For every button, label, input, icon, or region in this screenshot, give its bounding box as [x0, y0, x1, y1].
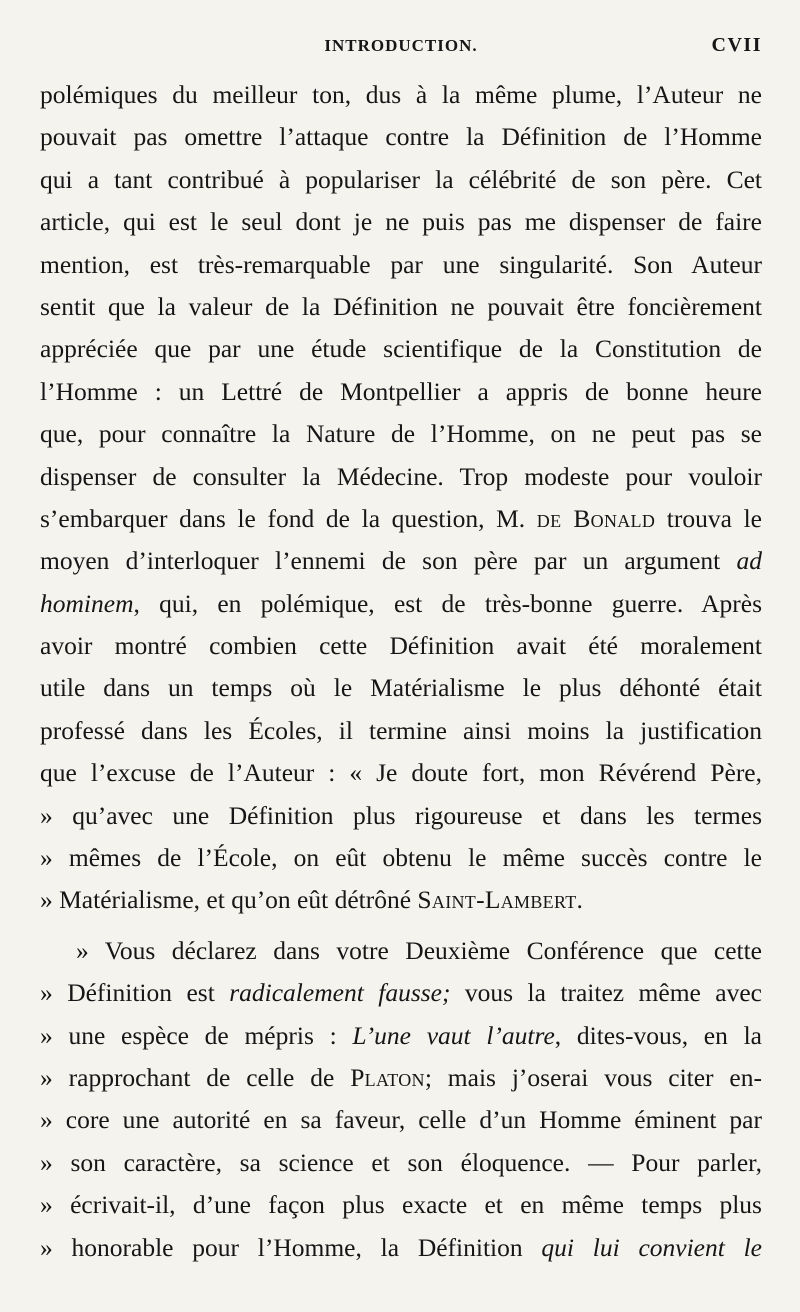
text-segment: pouvait pas omettre l’attaque contre la Définition de l’Homme — [40, 122, 762, 152]
text-segment: » écrivait-il, d’une façon plus exacte et en même temps plus — [40, 1190, 762, 1220]
text-segment: polémiques du meilleur ton, dus à la même plume, l’Auteur ne — [40, 80, 762, 109]
text-segment: trouva le — [655, 503, 762, 533]
text-line — [40, 879, 762, 921]
text-line — [40, 413, 762, 455]
text-segment: article, qui est le seul dont je ne puis pas me dispenser de faire — [40, 207, 762, 237]
text-segment: l’Homme : un Lettré de Montpellier a appris de bonne heure — [40, 376, 762, 406]
text-line — [40, 286, 762, 328]
text-line — [40, 752, 762, 794]
small-caps-name: Saint-Lambert — [417, 885, 577, 915]
italic-text: hominem — [40, 588, 134, 618]
italic-text: L’une vaut l’autre — [352, 1020, 555, 1050]
running-head: INTRODUCTION. — [324, 36, 478, 55]
text-line — [40, 328, 762, 370]
text-segment: que l’excuse de l’Auteur : « Je doute fort, mon Révérend Père, — [40, 758, 762, 788]
text-segment: que, pour connaître la Nature de l’Homme, on ne peut pas se — [40, 419, 762, 449]
text-line — [40, 1227, 762, 1269]
text-segment: » honorable pour l’Homme, la Définition — [40, 1232, 542, 1262]
text-segment: » mêmes de l’École, on eût obtenu le même succès contre le — [40, 843, 762, 873]
text-line — [40, 159, 762, 201]
text-line — [40, 201, 762, 243]
text-line — [40, 972, 762, 1014]
text-line — [40, 795, 762, 837]
text-segment: mention, est très-remarquable par une singularité. Son Auteur — [40, 249, 762, 279]
text-segment: » Définition est — [40, 978, 230, 1008]
text-line — [40, 1057, 762, 1099]
text-line — [40, 244, 762, 286]
text-line — [40, 1015, 762, 1057]
text-segment: professé dans les Écoles, il termine ainsi moins la justification — [40, 715, 762, 745]
text-segment: avoir montré combien cette Définition avait été moralement — [40, 631, 762, 661]
text-line — [40, 540, 762, 582]
text-line — [40, 116, 762, 158]
text-segment: utile dans un temps où le Matérialisme le plus déhonté était — [40, 673, 762, 703]
text-segment: » qu’avec une Définition plus rigoureuse et dans les termes — [40, 800, 762, 830]
page-header — [40, 34, 762, 62]
text-segment: » core une autorité en sa faveur, celle d’un Homme éminent par — [40, 1105, 762, 1135]
text-line — [40, 456, 762, 498]
italic-text: qui lui convient le — [541, 1232, 762, 1262]
text-segment: dispenser de consulter la Médecine. Trop modeste pour vouloir — [40, 461, 762, 491]
text-line — [40, 498, 762, 540]
text-line — [40, 371, 762, 413]
text-segment: » son caractère, sa science et son éloquence. — Pour parler, — [40, 1147, 762, 1177]
text-line — [40, 1142, 762, 1184]
text-segment: , qui, en polémique, est de très-bonne guerre. Après — [133, 588, 762, 618]
text-segment: appréciée que par une étude scientifique de la Constitution de — [40, 334, 762, 364]
small-caps-name: de Bonald — [536, 503, 656, 533]
text-line — [40, 710, 762, 752]
text-line — [40, 930, 762, 972]
text-line — [40, 583, 762, 625]
paragraph-gap — [40, 922, 762, 930]
body-text — [40, 74, 762, 1269]
text-line — [40, 625, 762, 667]
text-line — [40, 1184, 762, 1226]
text-line — [40, 837, 762, 879]
text-segment: qui a tant contribué à populariser la célébrité de son père. Cet — [40, 164, 762, 194]
text-segment: sentit que la valeur de la Définition ne pouvait être foncièrement — [40, 291, 762, 321]
text-segment: s’embarquer dans le fond de la question, M. — [40, 503, 537, 533]
text-segment: ; mais j’oserai vous citer en- — [424, 1062, 762, 1092]
text-line — [40, 667, 762, 709]
text-segment: vous la traitez même avec — [450, 978, 763, 1008]
text-line — [40, 74, 762, 116]
text-segment: moyen d’interloquer l’ennemi de son père par un argument — [40, 546, 737, 576]
text-segment: » Vous déclarez dans votre Deuxième Conférence que cette — [76, 935, 762, 965]
italic-text: ad — [736, 546, 762, 576]
text-segment: . — [576, 885, 583, 915]
text-segment: » une espèce de mépris : — [40, 1020, 353, 1050]
page-number: CVII — [711, 34, 762, 56]
text-segment: » Matérialisme, et qu’on eût détrôné — [40, 885, 418, 915]
small-caps-name: Platon — [350, 1062, 425, 1092]
text-segment: , dites-vous, en la — [554, 1020, 762, 1050]
italic-text: radicalement fausse; — [229, 978, 451, 1008]
text-line — [40, 1099, 762, 1141]
text-segment: » rapprochant de celle de — [40, 1062, 351, 1092]
